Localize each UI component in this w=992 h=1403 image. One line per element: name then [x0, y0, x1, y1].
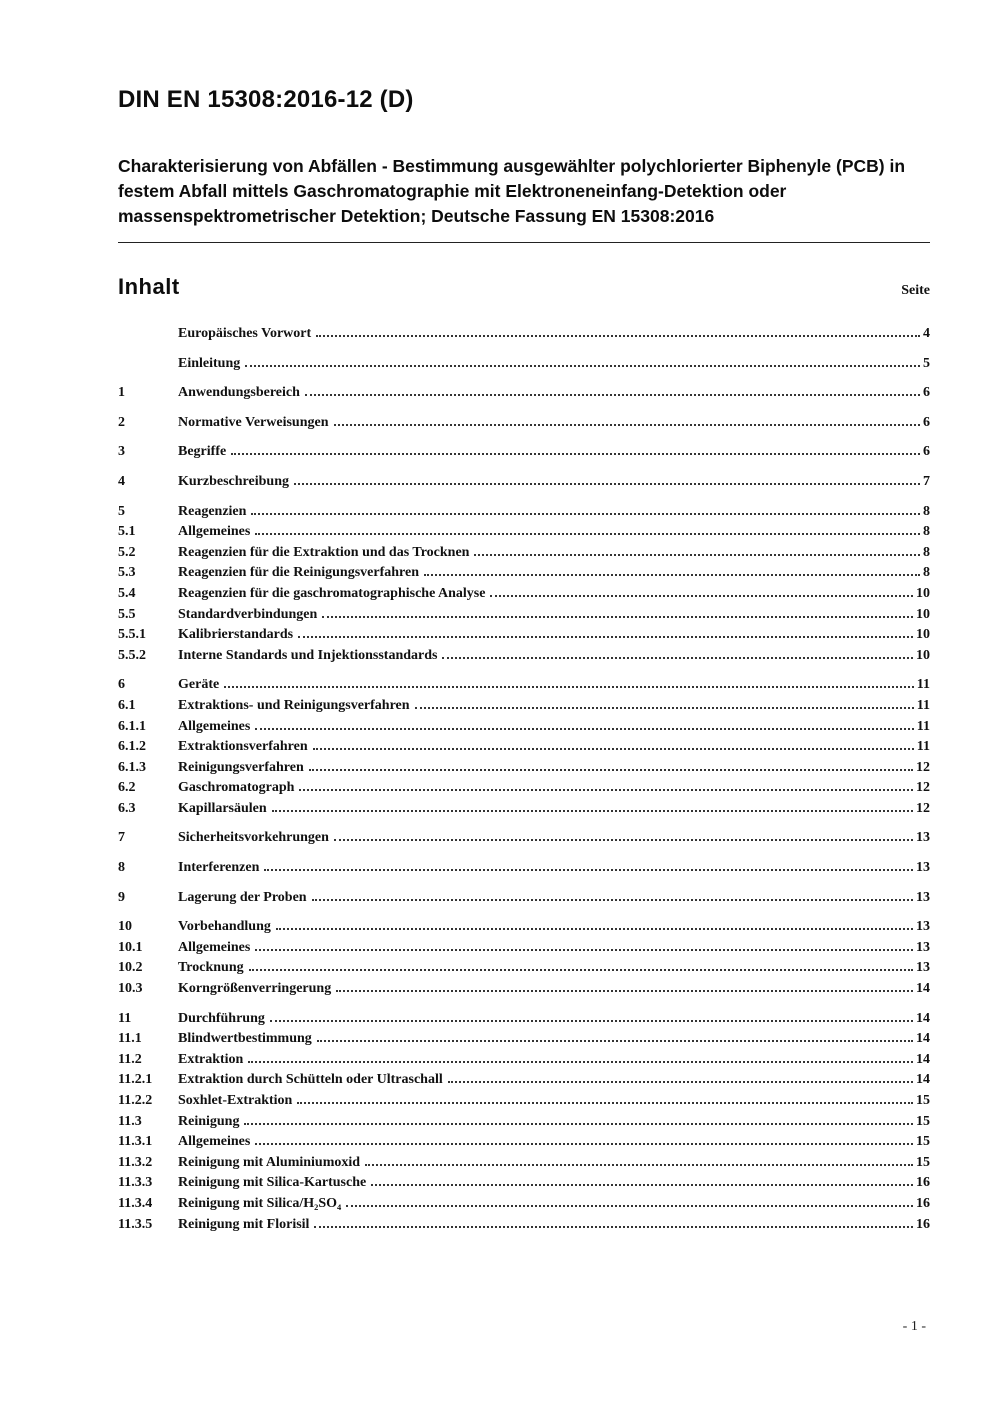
toc-entry [118, 504, 930, 525]
toc-entry [118, 739, 930, 760]
toc-entry [118, 830, 930, 851]
toc-dot-leader [248, 1061, 913, 1063]
toc-entry-title: Allgemeines [178, 718, 251, 734]
toc-entry-number: 11.3.5 [118, 1216, 153, 1232]
toc-group [118, 385, 930, 406]
toc-entry [118, 1011, 930, 1032]
title-divider [118, 242, 930, 243]
toc-entry-number: 5.5 [118, 606, 136, 622]
toc-dot-leader [255, 1143, 913, 1145]
toc-entry-title: Europäisches Vorwort [178, 326, 312, 341]
toc-entry-title: Extraktion [178, 1051, 244, 1067]
toc-entry [118, 586, 930, 607]
toc-entry-page: 8 [923, 565, 930, 581]
toc-entry-page: 12 [916, 780, 930, 796]
toc-entry-title: Standardverbindungen [178, 606, 318, 622]
toc-entry-page: 10 [916, 585, 930, 601]
toc-entry-page: 12 [916, 759, 930, 775]
toc-entry-number: 6.2 [118, 780, 136, 796]
toc-entry [118, 760, 930, 781]
toc-entry-title: Extraktion durch Schütteln oder Ultraschall [178, 1072, 443, 1088]
toc-entry-page: 6 [923, 385, 930, 401]
toc-entry-page: 14 [916, 981, 930, 997]
toc-dot-leader [251, 513, 920, 515]
toc-entry [118, 940, 930, 961]
toc-dot-leader [490, 595, 913, 597]
toc-entry-number: 6.1.1 [118, 718, 146, 734]
toc-dot-leader [442, 657, 913, 659]
toc-entry [118, 780, 930, 801]
toc-dot-leader [249, 969, 913, 971]
toc-entry-title: Reinigung mit Silica-Kartusche [178, 1175, 367, 1191]
toc-dot-leader [336, 990, 913, 992]
toc-entry-title: Reinigung mit Aluminiumoxid [178, 1154, 361, 1170]
toc-entry-number: 9 [118, 889, 125, 905]
toc-entry-page: 13 [916, 889, 930, 905]
toc-entry-number: 6.3 [118, 800, 136, 816]
toc-entry-title: Reinigung [178, 1113, 240, 1129]
toc-entry-title: Allgemeines [178, 939, 251, 955]
toc-entry-number: 10.1 [118, 939, 143, 955]
toc-dot-leader [245, 365, 920, 367]
toc-entry [118, 890, 930, 911]
toc-dot-leader [312, 899, 913, 901]
toc-entry-title: Geräte [178, 677, 220, 693]
toc-dot-leader [270, 1020, 913, 1022]
toc-entry-page: 5 [923, 355, 930, 371]
toc-group [118, 890, 930, 911]
toc-entry-number: 11.3.1 [118, 1134, 153, 1150]
toc-dot-leader [298, 636, 913, 638]
toc-entry-title: Interne Standards und Injektionsstandards [178, 647, 438, 663]
toc-entry-title: Lagerung der Proben [178, 889, 307, 905]
toc-entry-number: 6.1.3 [118, 759, 146, 775]
toc-entry [118, 607, 930, 628]
toc-group [118, 504, 930, 669]
toc-entry-title: Allgemeines [178, 1134, 251, 1150]
toc-entry-page: 12 [916, 800, 930, 816]
toc-dot-leader [272, 810, 913, 812]
toc-entry-title: Kapillarsäulen [178, 800, 267, 816]
toc-entry-number: 7 [118, 830, 125, 846]
toc-entry-title: Interferenzen [178, 860, 260, 876]
toc-entry [118, 1196, 930, 1217]
toc-entry [118, 719, 930, 740]
toc-entry-page: 7 [923, 473, 930, 489]
toc-entry [118, 1093, 930, 1114]
toc-entry-number: 10 [118, 919, 132, 935]
toc-entry [118, 1134, 930, 1155]
toc-entry-number: 5.1 [118, 524, 136, 540]
toc-dot-leader [371, 1184, 913, 1186]
toc-dot-leader [255, 533, 920, 535]
toc-group [118, 1011, 930, 1238]
toc-entry-number: 11.3 [118, 1113, 142, 1129]
toc-entry-page: 14 [916, 1051, 930, 1067]
toc-entry [118, 627, 930, 648]
toc-entry-page: 16 [916, 1216, 930, 1232]
toc-entry [118, 415, 930, 436]
toc-group [118, 474, 930, 495]
toc-entry [118, 565, 930, 586]
toc-entry-page: 13 [916, 860, 930, 876]
toc-entry-number: 11.3.3 [118, 1175, 153, 1191]
toc-entry-title: Normative Verweisungen [178, 414, 329, 430]
toc-dot-leader [448, 1081, 913, 1083]
toc-entry-page: 10 [916, 647, 930, 663]
toc-dot-leader [334, 424, 921, 426]
toc-dot-leader [297, 1102, 913, 1104]
toc-entry-page: 16 [916, 1175, 930, 1191]
toc-entry-number: 3 [118, 444, 125, 460]
toc-entry-number: 5.5.1 [118, 627, 146, 643]
toc-dot-leader [244, 1123, 913, 1125]
toc-entry-title: Durchführung [178, 1010, 265, 1026]
toc-entry-page: 8 [923, 524, 930, 540]
toc-entry [118, 1175, 930, 1196]
toc-entry-page: 15 [916, 1093, 930, 1108]
toc-entry-page: 14 [916, 1072, 930, 1088]
toc-entry [118, 326, 930, 347]
toc-entry-number: 11.1 [118, 1031, 142, 1047]
toc-entry [118, 648, 930, 669]
toc-entry-number: 4 [118, 473, 125, 489]
toc-entry-title: Kurzbeschreibung [178, 473, 289, 489]
toc-entry-number: 6 [118, 677, 125, 693]
toc-dot-leader [299, 789, 913, 791]
toc-dot-leader [224, 686, 914, 688]
toc-entry-page: 11 [916, 677, 930, 693]
toc-group [118, 444, 930, 465]
toc-entry-title: Kalibrierstandards [178, 627, 294, 643]
toc-dot-leader [424, 574, 920, 576]
toc-entry-page: 4 [923, 326, 930, 341]
toc-dot-leader [415, 707, 914, 709]
toc-entry-page: 11 [916, 718, 930, 734]
toc-entry-page: 14 [916, 1031, 930, 1047]
toc-dot-leader [313, 748, 914, 750]
toc-group [118, 356, 930, 377]
toc-entry-page: 10 [916, 606, 930, 622]
toc-group [118, 677, 930, 821]
page-number-footer: - 1 - [902, 1319, 926, 1334]
toc-entry [118, 1031, 930, 1052]
toc-entry-title: Reagenzien für die Extraktion und das Trocknen [178, 544, 470, 560]
toc-dot-leader [314, 1226, 913, 1228]
toc-dot-leader [264, 869, 913, 871]
toc-entry [118, 1114, 930, 1135]
toc-entry [118, 801, 930, 822]
toc-entry-number: 11.2 [118, 1051, 142, 1067]
toc-entry-title: Allgemeines [178, 524, 251, 540]
toc-entry-title: Reinigung mit Silica/H₂SO₄ [178, 1195, 342, 1211]
toc-entry [118, 860, 930, 881]
toc-entry-title: Reagenzien für die Reinigungsverfahren [178, 565, 419, 581]
toc-entry-number: 5.5.2 [118, 647, 146, 663]
toc-entry-title: Anwendungsbereich [178, 385, 300, 401]
toc-entry [118, 524, 930, 545]
toc-group [118, 919, 930, 1001]
toc-header-row [118, 274, 930, 300]
toc-group [118, 415, 930, 436]
toc-entry-number: 11.3.2 [118, 1154, 153, 1170]
toc-entry-number: 10.2 [118, 960, 143, 976]
toc-dot-leader [294, 483, 920, 485]
toc-entry-page: 8 [923, 503, 930, 519]
toc-entry-page: 13 [916, 830, 930, 846]
toc-entry [118, 474, 930, 495]
toc-entry-title: Korngrößenverringerung [178, 981, 332, 997]
toc-dot-leader [255, 728, 913, 730]
toc-entry-number: 11.3.4 [118, 1195, 153, 1211]
toc-entry [118, 1217, 930, 1238]
toc-entry-title: Sicherheitsvorkehrungen [178, 830, 329, 846]
toc-entry-number: 8 [118, 860, 125, 876]
toc-dot-leader [322, 616, 913, 618]
toc-entry-number: 10.3 [118, 981, 143, 997]
toc-dot-leader [317, 1040, 913, 1042]
toc-entry-number: 5.2 [118, 544, 136, 560]
toc-entry-title: Reinigungsverfahren [178, 759, 304, 775]
toc-entry [118, 981, 930, 1002]
toc-entry-title: Soxhlet-Extraktion [178, 1093, 293, 1108]
toc-entry-page: 8 [923, 544, 930, 560]
toc-entry-title: Vorbehandlung [178, 919, 271, 935]
toc-entry-page: 15 [916, 1154, 930, 1170]
toc-dot-leader [365, 1164, 913, 1166]
toc-entry-page: 11 [916, 697, 930, 713]
toc-entry-page: 13 [916, 919, 930, 935]
toc-entry-page: 13 [916, 960, 930, 976]
toc-entry-number: 2 [118, 414, 125, 430]
toc-entry-title: Reinigung mit Florisil [178, 1216, 310, 1232]
toc-dot-leader [474, 554, 920, 556]
toc-entry-number: 5.3 [118, 565, 136, 581]
table-of-contents [118, 326, 930, 1237]
toc-dot-leader [305, 394, 920, 396]
document-title: DIN EN 15308:2016-12 (D) [118, 86, 414, 113]
toc-entry-page: 15 [916, 1113, 930, 1129]
toc-entry-page: 14 [916, 1010, 930, 1026]
toc-dot-leader [316, 335, 920, 337]
toc-entry-title: Reagenzien [178, 503, 247, 519]
toc-entry [118, 1072, 930, 1093]
toc-entry-page: 13 [916, 939, 930, 955]
toc-entry-number: 1 [118, 385, 125, 401]
toc-entry [118, 919, 930, 940]
toc-entry-page: 15 [916, 1134, 930, 1150]
toc-entry [118, 356, 930, 377]
toc-entry [118, 444, 930, 465]
toc-entry-number: 11 [118, 1010, 132, 1026]
page-column-label: Seite [901, 283, 930, 298]
toc-entry-page: 16 [916, 1195, 930, 1211]
toc-entry [118, 385, 930, 406]
toc-entry-title: Trocknung [178, 960, 244, 976]
toc-entry-number: 5 [118, 503, 125, 519]
toc-entry-title: Extraktionsverfahren [178, 739, 308, 755]
toc-entry-title: Begriffe [178, 444, 227, 460]
toc-entry-title: Extraktions- und Reinigungsverfahren [178, 697, 410, 713]
toc-entry-page: 10 [916, 627, 930, 643]
toc-dot-leader [346, 1205, 913, 1207]
toc-entry [118, 545, 930, 566]
toc-entry-number: 6.1.2 [118, 739, 146, 755]
toc-group [118, 326, 930, 347]
toc-entry-number: 6.1 [118, 697, 136, 713]
toc-entry-page: 6 [923, 444, 930, 460]
toc-entry [118, 1052, 930, 1073]
toc-group [118, 860, 930, 881]
toc-entry [118, 677, 930, 698]
toc-dot-leader [255, 949, 913, 951]
toc-entry-number: 11.2.2 [118, 1093, 153, 1108]
toc-entry-page: 11 [916, 739, 930, 755]
toc-entry-page: 6 [923, 414, 930, 430]
toc-dot-leader [309, 769, 913, 771]
toc-dot-leader [334, 839, 913, 841]
toc-entry-title: Gaschromatograph [178, 780, 295, 796]
toc-entry-title: Reagenzien für die gaschromatographische Analyse [178, 585, 486, 601]
toc-entry [118, 1155, 930, 1176]
toc-entry-number: 11.2.1 [118, 1072, 153, 1088]
toc-entry [118, 960, 930, 981]
toc-group [118, 830, 930, 851]
toc-entry-title: Blindwertbestimmung [178, 1031, 312, 1047]
toc-dot-leader [276, 928, 913, 930]
toc-entry-title: Einleitung [178, 355, 241, 371]
toc-entry-number: 5.4 [118, 585, 136, 601]
toc-heading: Inhalt [118, 274, 180, 299]
document-subtitle: Charakterisierung von Abfällen - Bestimmung ausgewählter polychlorierter Biphenyle (PCB) in festem Abfall mittels Gaschromatographie mit Elektroneneinfang-Detektion oder massenspektrometrischer Detektion; Deutsche Fassung EN 15308:2016 [118, 156, 906, 226]
toc-entry [118, 698, 930, 719]
toc-dot-leader [231, 453, 920, 455]
